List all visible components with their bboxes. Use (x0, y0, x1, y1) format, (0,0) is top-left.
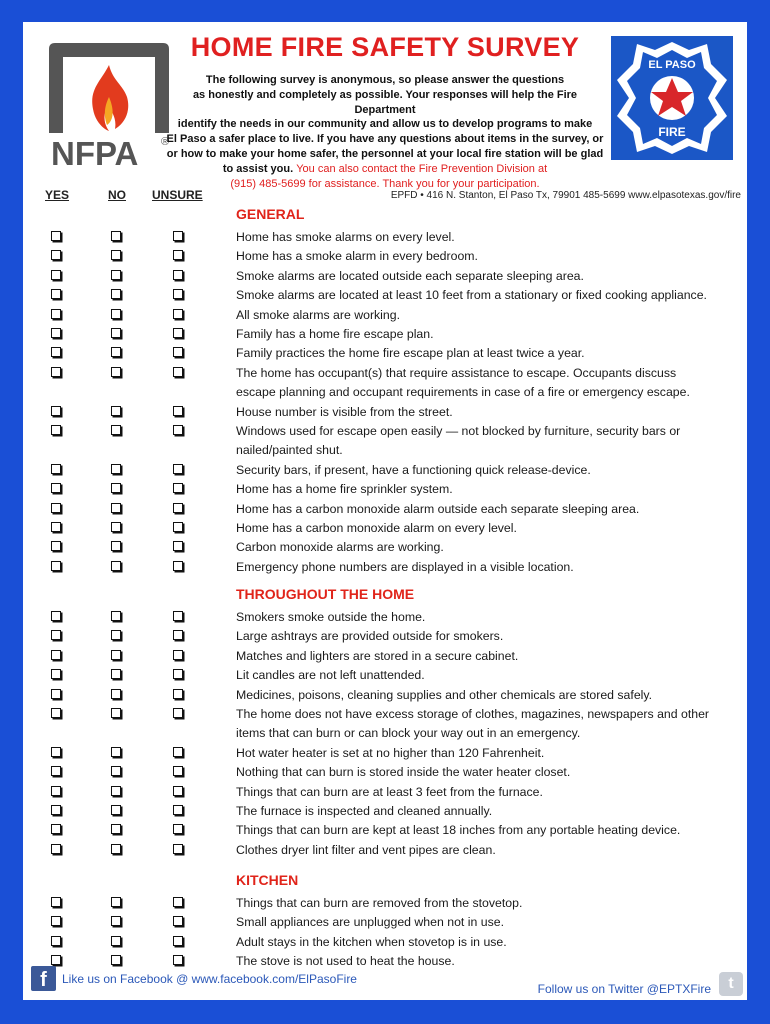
survey-row (23, 247, 747, 266)
unsure-checkbox[interactable] (173, 289, 183, 299)
unsure-checkbox[interactable] (173, 897, 183, 907)
yes-checkbox[interactable] (51, 897, 61, 907)
survey-item-text: Smoke alarms are located at least 10 feet from a stationary or fixed cooking appliance. (236, 288, 707, 303)
unsure-checkbox[interactable] (173, 464, 183, 474)
yes-checkbox[interactable] (51, 289, 61, 299)
yes-checkbox[interactable] (51, 689, 61, 699)
survey-row (23, 913, 747, 932)
unsure-checkbox[interactable] (173, 347, 183, 357)
intro-line-black: to assist you. (222, 162, 294, 175)
no-checkbox[interactable] (111, 425, 121, 435)
yes-checkbox[interactable] (51, 747, 61, 757)
yes-checkbox[interactable] (51, 916, 61, 926)
survey-row (23, 647, 747, 666)
survey-item-text: Things that can burn are at least 3 feet from the furnace. (236, 784, 543, 799)
no-checkbox[interactable] (111, 611, 121, 621)
column-header-no: NO (108, 188, 126, 202)
yes-checkbox[interactable] (51, 250, 61, 260)
no-checkbox[interactable] (111, 367, 121, 377)
survey-item-text: The stove is not used to heat the house. (236, 954, 455, 969)
survey-row (23, 802, 747, 821)
no-checkbox[interactable] (111, 936, 121, 946)
survey-item-text: Matches and lighters are stored in a secure cabinet. (236, 648, 519, 663)
survey-row (23, 538, 747, 557)
survey-item-text: Home has a smoke alarm in every bedroom. (236, 249, 478, 264)
yes-checkbox[interactable] (51, 650, 61, 660)
no-checkbox[interactable] (111, 289, 121, 299)
survey-row (23, 705, 747, 741)
no-checkbox[interactable] (111, 824, 121, 834)
no-checkbox[interactable] (111, 231, 121, 241)
no-checkbox[interactable] (111, 522, 121, 532)
survey-row (23, 744, 747, 763)
no-checkbox[interactable] (111, 630, 121, 640)
survey-item-text: House number is visible from the street. (236, 404, 453, 419)
no-checkbox[interactable] (111, 844, 121, 854)
unsure-checkbox[interactable] (173, 270, 183, 280)
unsure-checkbox[interactable] (173, 250, 183, 260)
intro-line-red: (915) 485-5699 for assistance. Thank you for your participation. (230, 177, 540, 190)
no-checkbox[interactable] (111, 747, 121, 757)
survey-row (23, 627, 747, 646)
no-checkbox[interactable] (111, 955, 121, 965)
survey-item-text: Family practices the home fire escape plan at least twice a year. (236, 346, 585, 361)
unsure-checkbox[interactable] (173, 483, 183, 493)
unsure-checkbox[interactable] (173, 824, 183, 834)
survey-row (23, 422, 747, 458)
survey-item-text: The home has occupant(s) that require assistance to escape. Occupants discuss (236, 365, 677, 380)
survey-row (23, 286, 747, 305)
registered-mark: ® (161, 136, 170, 148)
survey-item-text: Security bars, if present, have a functioning quick release-device. (236, 462, 591, 477)
survey-row (23, 783, 747, 802)
yes-checkbox[interactable] (51, 786, 61, 796)
survey-row (23, 325, 747, 344)
badge-top-text: EL PASO (648, 59, 696, 71)
yes-checkbox[interactable] (51, 630, 61, 640)
yes-checkbox[interactable] (51, 936, 61, 946)
survey-item-text: Hot water heater is set at no higher than 120 Fahrenheit. (236, 745, 545, 760)
survey-item-text: Small appliances are unplugged when not in use. (236, 915, 504, 930)
survey-row (23, 608, 747, 627)
survey-item-text: Things that can burn are kept at least 18 inches from any portable heating device. (236, 823, 681, 838)
unsure-checkbox[interactable] (173, 367, 183, 377)
survey-row (23, 686, 747, 705)
unsure-checkbox[interactable] (173, 425, 183, 435)
unsure-checkbox[interactable] (173, 766, 183, 776)
survey-item-text: Clothes dryer lint filter and vent pipes are clean. (236, 842, 496, 857)
yes-checkbox[interactable] (51, 270, 61, 280)
twitter-link[interactable]: Follow us on Twitter @EPTXFire (537, 982, 711, 996)
unsure-checkbox[interactable] (173, 611, 183, 621)
survey-item-text: nailed/painted shut. (236, 443, 343, 458)
unsure-checkbox[interactable] (173, 689, 183, 699)
intro-line-red: You can also contact the Fire Prevention Division at (296, 162, 548, 175)
no-checkbox[interactable] (111, 270, 121, 280)
survey-row (23, 480, 747, 499)
no-checkbox[interactable] (111, 805, 121, 815)
survey-row (23, 403, 747, 422)
unsure-checkbox[interactable] (173, 650, 183, 660)
survey-row (23, 228, 747, 247)
survey-item-text: Carbon monoxide alarms are working. (236, 540, 444, 555)
column-header-yes: YES (45, 188, 70, 202)
yes-checkbox[interactable] (51, 328, 61, 338)
survey-row (23, 500, 747, 519)
yes-checkbox[interactable] (51, 503, 61, 513)
yes-checkbox[interactable] (51, 522, 61, 532)
survey-item-text: Large ashtrays are provided outside for smokers. (236, 629, 504, 644)
no-checkbox[interactable] (111, 897, 121, 907)
yes-checkbox[interactable] (51, 309, 61, 319)
yes-checkbox[interactable] (51, 955, 61, 965)
unsure-checkbox[interactable] (173, 669, 183, 679)
no-checkbox[interactable] (111, 689, 121, 699)
survey-row (23, 306, 747, 325)
survey-row (23, 267, 747, 286)
no-checkbox[interactable] (111, 541, 121, 551)
unsure-checkbox[interactable] (173, 522, 183, 532)
no-checkbox[interactable] (111, 347, 121, 357)
survey-row (23, 461, 747, 480)
survey-item-text: Home has smoke alarms on every level. (236, 230, 455, 244)
yes-checkbox[interactable] (51, 708, 61, 718)
intro-line: or how to make your home safer, the personnel at your local fire station will be glad (166, 147, 604, 160)
yes-checkbox[interactable] (51, 824, 61, 834)
yes-checkbox[interactable] (51, 483, 61, 493)
survey-row (23, 364, 747, 400)
unsure-checkbox[interactable] (173, 503, 183, 513)
survey-row (23, 519, 747, 538)
no-checkbox[interactable] (111, 406, 121, 416)
yes-checkbox[interactable] (51, 805, 61, 815)
survey-row (23, 666, 747, 685)
survey-item-text: Nothing that can burn is stored inside the water heater closet. (236, 765, 571, 780)
intro-line: The following survey is anonymous, so please answer the questions (205, 74, 565, 86)
survey-item-text: Things that can burn are removed from the stovetop. (236, 896, 523, 910)
facebook-icon[interactable]: f (31, 966, 56, 991)
unsure-checkbox[interactable] (173, 916, 183, 926)
survey-item-text: items that can burn or can block your way out in an emergency. (236, 726, 581, 741)
survey-item-text: Lit candles are not left unattended. (236, 668, 425, 683)
yes-checkbox[interactable] (51, 766, 61, 776)
survey-row (23, 344, 747, 363)
yes-checkbox[interactable] (51, 231, 61, 241)
no-checkbox[interactable] (111, 250, 121, 260)
address-line: EPFD • 416 N. Stanton, El Paso Tx, 79901 485-5699 www.elpasotexas.gov/fire (390, 190, 741, 201)
yes-checkbox[interactable] (51, 347, 61, 357)
column-header-unsure: UNSURE (152, 188, 203, 202)
unsure-checkbox[interactable] (173, 561, 183, 571)
intro-line: El Paso a safer place to live. If you have any questions about items in the survey, or (166, 133, 604, 146)
yes-checkbox[interactable] (51, 367, 61, 377)
survey-item-text: The home does not have excess storage of clothes, magazines, newspapers and other (236, 707, 710, 721)
survey-row (23, 763, 747, 782)
unsure-checkbox[interactable] (173, 844, 183, 854)
no-checkbox[interactable] (111, 561, 121, 571)
survey-row (23, 894, 747, 913)
section-title: KITCHEN (236, 872, 299, 888)
yes-checkbox[interactable] (51, 406, 61, 416)
yes-checkbox[interactable] (51, 561, 61, 571)
survey-item-text: Home has a carbon monoxide alarm outside each separate sleeping area. (236, 501, 640, 516)
no-checkbox[interactable] (111, 766, 121, 776)
survey-item-text: Home has a carbon monoxide alarm on every level. (236, 521, 517, 535)
unsure-checkbox[interactable] (173, 231, 183, 241)
survey-row (23, 841, 747, 860)
intro-line: identify the needs in our community and allow us to develop programs to make (177, 118, 593, 131)
survey-item-text: escape planning and occupant requirements in case of a fire or emergency escape. (236, 385, 690, 400)
section-title: GENERAL (236, 206, 305, 222)
unsure-checkbox[interactable] (173, 747, 183, 757)
no-checkbox[interactable] (111, 786, 121, 796)
yes-checkbox[interactable] (51, 464, 61, 474)
facebook-link[interactable]: Like us on Facebook @ www.facebook.com/ElPasoFire (62, 972, 357, 986)
yes-checkbox[interactable] (51, 611, 61, 621)
intro-paragraph (163, 73, 607, 191)
survey-item-text: The furnace is inspected and cleaned annually. (236, 804, 493, 818)
intro-line: as honestly and completely as possible. Your responses will help the Fire Department (192, 88, 578, 116)
survey-item-text: Home has a home fire sprinkler system. (236, 482, 453, 497)
unsure-checkbox[interactable] (173, 630, 183, 640)
unsure-checkbox[interactable] (173, 328, 183, 338)
no-checkbox[interactable] (111, 916, 121, 926)
yes-checkbox[interactable] (51, 425, 61, 435)
no-checkbox[interactable] (111, 708, 121, 718)
no-checkbox[interactable] (111, 650, 121, 660)
twitter-icon[interactable]: t (719, 972, 743, 996)
unsure-checkbox[interactable] (173, 786, 183, 796)
unsure-checkbox[interactable] (173, 936, 183, 946)
yes-checkbox[interactable] (51, 669, 61, 679)
unsure-checkbox[interactable] (173, 541, 183, 551)
survey-row (23, 558, 747, 577)
survey-row (23, 952, 747, 971)
survey-item-text: Smoke alarms are located outside each separate sleeping area. (236, 268, 584, 283)
survey-item-text: Smokers smoke outside the home. (236, 610, 426, 624)
section-title: THROUGHOUT THE HOME (236, 586, 415, 602)
unsure-checkbox[interactable] (173, 955, 183, 965)
survey-sheet (23, 22, 747, 1000)
yes-checkbox[interactable] (51, 844, 61, 854)
survey-row (23, 933, 747, 952)
no-checkbox[interactable] (111, 669, 121, 679)
no-checkbox[interactable] (111, 309, 121, 319)
yes-checkbox[interactable] (51, 541, 61, 551)
survey-item-text: Family has a home fire escape plan. (236, 327, 434, 341)
survey-row (23, 821, 747, 840)
unsure-checkbox[interactable] (173, 406, 183, 416)
survey-item-text: Adult stays in the kitchen when stovetop is in use. (236, 934, 507, 949)
unsure-checkbox[interactable] (173, 309, 183, 319)
nfpa-logo-text: NFPA (51, 135, 139, 172)
survey-item-text: All smoke alarms are working. (236, 307, 401, 322)
survey-item-text: Emergency phone numbers are displayed in a visible location. (236, 559, 574, 574)
unsure-checkbox[interactable] (173, 708, 183, 718)
no-checkbox[interactable] (111, 503, 121, 513)
intro-line (163, 162, 607, 177)
badge-bottom-text: FIRE (658, 125, 686, 139)
page-title: HOME FIRE SAFETY SURVEY (190, 32, 580, 62)
no-checkbox[interactable] (111, 328, 121, 338)
unsure-checkbox[interactable] (173, 805, 183, 815)
no-checkbox[interactable] (111, 483, 121, 493)
no-checkbox[interactable] (111, 464, 121, 474)
survey-item-text: Medicines, poisons, cleaning supplies and other chemicals are stored safely. (236, 687, 653, 702)
survey-item-text: Windows used for escape open easily — not blocked by furniture, security bars or (236, 424, 681, 438)
